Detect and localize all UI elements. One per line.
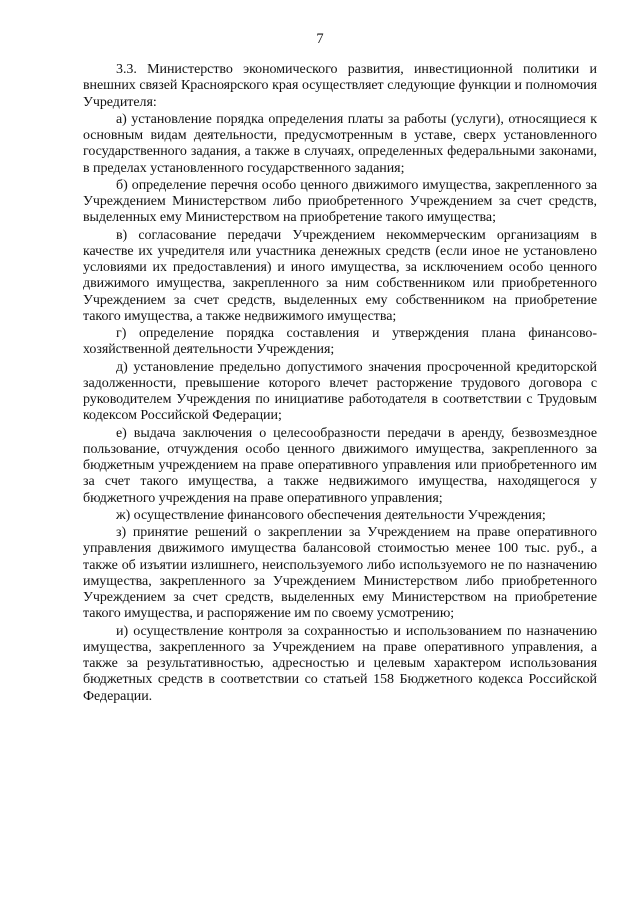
paragraph-item-a: а) установление порядка определения платы за работы (услуги), относящиеся к основным видам деятельности, предусмотренным в уставе, сверх установленного государственного задания, а также в случаях, определенных федеральными законами, в пределах установленного государственного задания; xyxy=(83,111,597,176)
paragraph-item-d: д) установление предельно допустимого значения просроченной кредиторской задолженности, превышение которого влечет расторжение трудового договора с руководителем Учреждения по инициативе работодателя в соответствии с Трудовым кодексом Российской Федерации; xyxy=(83,359,597,424)
paragraph-item-e: е) выдача заключения о целесообразности передачи в аренду, безвозмездное пользование, отчуждения особо ценного движимого имущества, закрепленного за бюджетным учреждением на праве оперативного управления или приобретенного им за счет такого имущества, а также недвижимого имущества, находящегося у бюджетного учреждения на праве оперативного управления; xyxy=(83,425,597,506)
paragraph-3-3-intro: 3.3. Министерство экономического развития, инвестиционной политики и внешних связей Красноярского края осуществляет следующие функции и полномочия Учредителя: xyxy=(83,62,597,110)
paragraph-item-zh: ж) осуществление финансового обеспечения деятельности Учреждения; xyxy=(116,507,546,523)
page-number: 7 xyxy=(316,31,324,47)
document-body xyxy=(83,62,597,705)
paragraph-item-g: г) определение порядка составления и утверждения плана финансово-хозяйственной деятельности Учреждения; xyxy=(83,326,597,358)
paragraph-item-v: в) согласование передачи Учреждением некоммерческим организациям в качестве их учредителя или участника денежных средств (если иное не установлено условиями их предоставления) и иного имущества, за исключением особо ценного движимого имущества, закрепленного за ним собственником или приобретенного Учреждением за счет средств, выделенных ему собственником на приобретение такого имущества, а также недвижимого имущества; xyxy=(83,227,597,324)
paragraph-item-i: и) осуществление контроля за сохранностью и использованием по назначению имущества, закрепленного за Учреждением на праве оперативного управления, а также за результативностью, адресностью и целевым характером использования бюджетных средств в соответствии со статьей 158 Бюджетного кодекса Российской Федерации. xyxy=(83,623,597,704)
paragraph-item-b: б) определение перечня особо ценного движимого имущества, закрепленного за Учреждением Министерством либо приобретенного Учреждением за счет средств, выделенных ему Министерством на приобретение такого имущества; xyxy=(83,177,597,226)
paragraph-item-z: з) принятие решений о закреплении за Учреждением на праве оперативного управления движимого имущества балансовой стоимостью менее 100 тыс. руб., а также об изъятии излишнего, неиспользуемого либо используемого не по назначению имущества, закрепленного за Учреждением Министерством либо приобретенного Учреждением за счет средств, выделенных ему Министерством на приобретение такого имущества, и распоряжение им по своему усмотрению; xyxy=(83,525,597,622)
